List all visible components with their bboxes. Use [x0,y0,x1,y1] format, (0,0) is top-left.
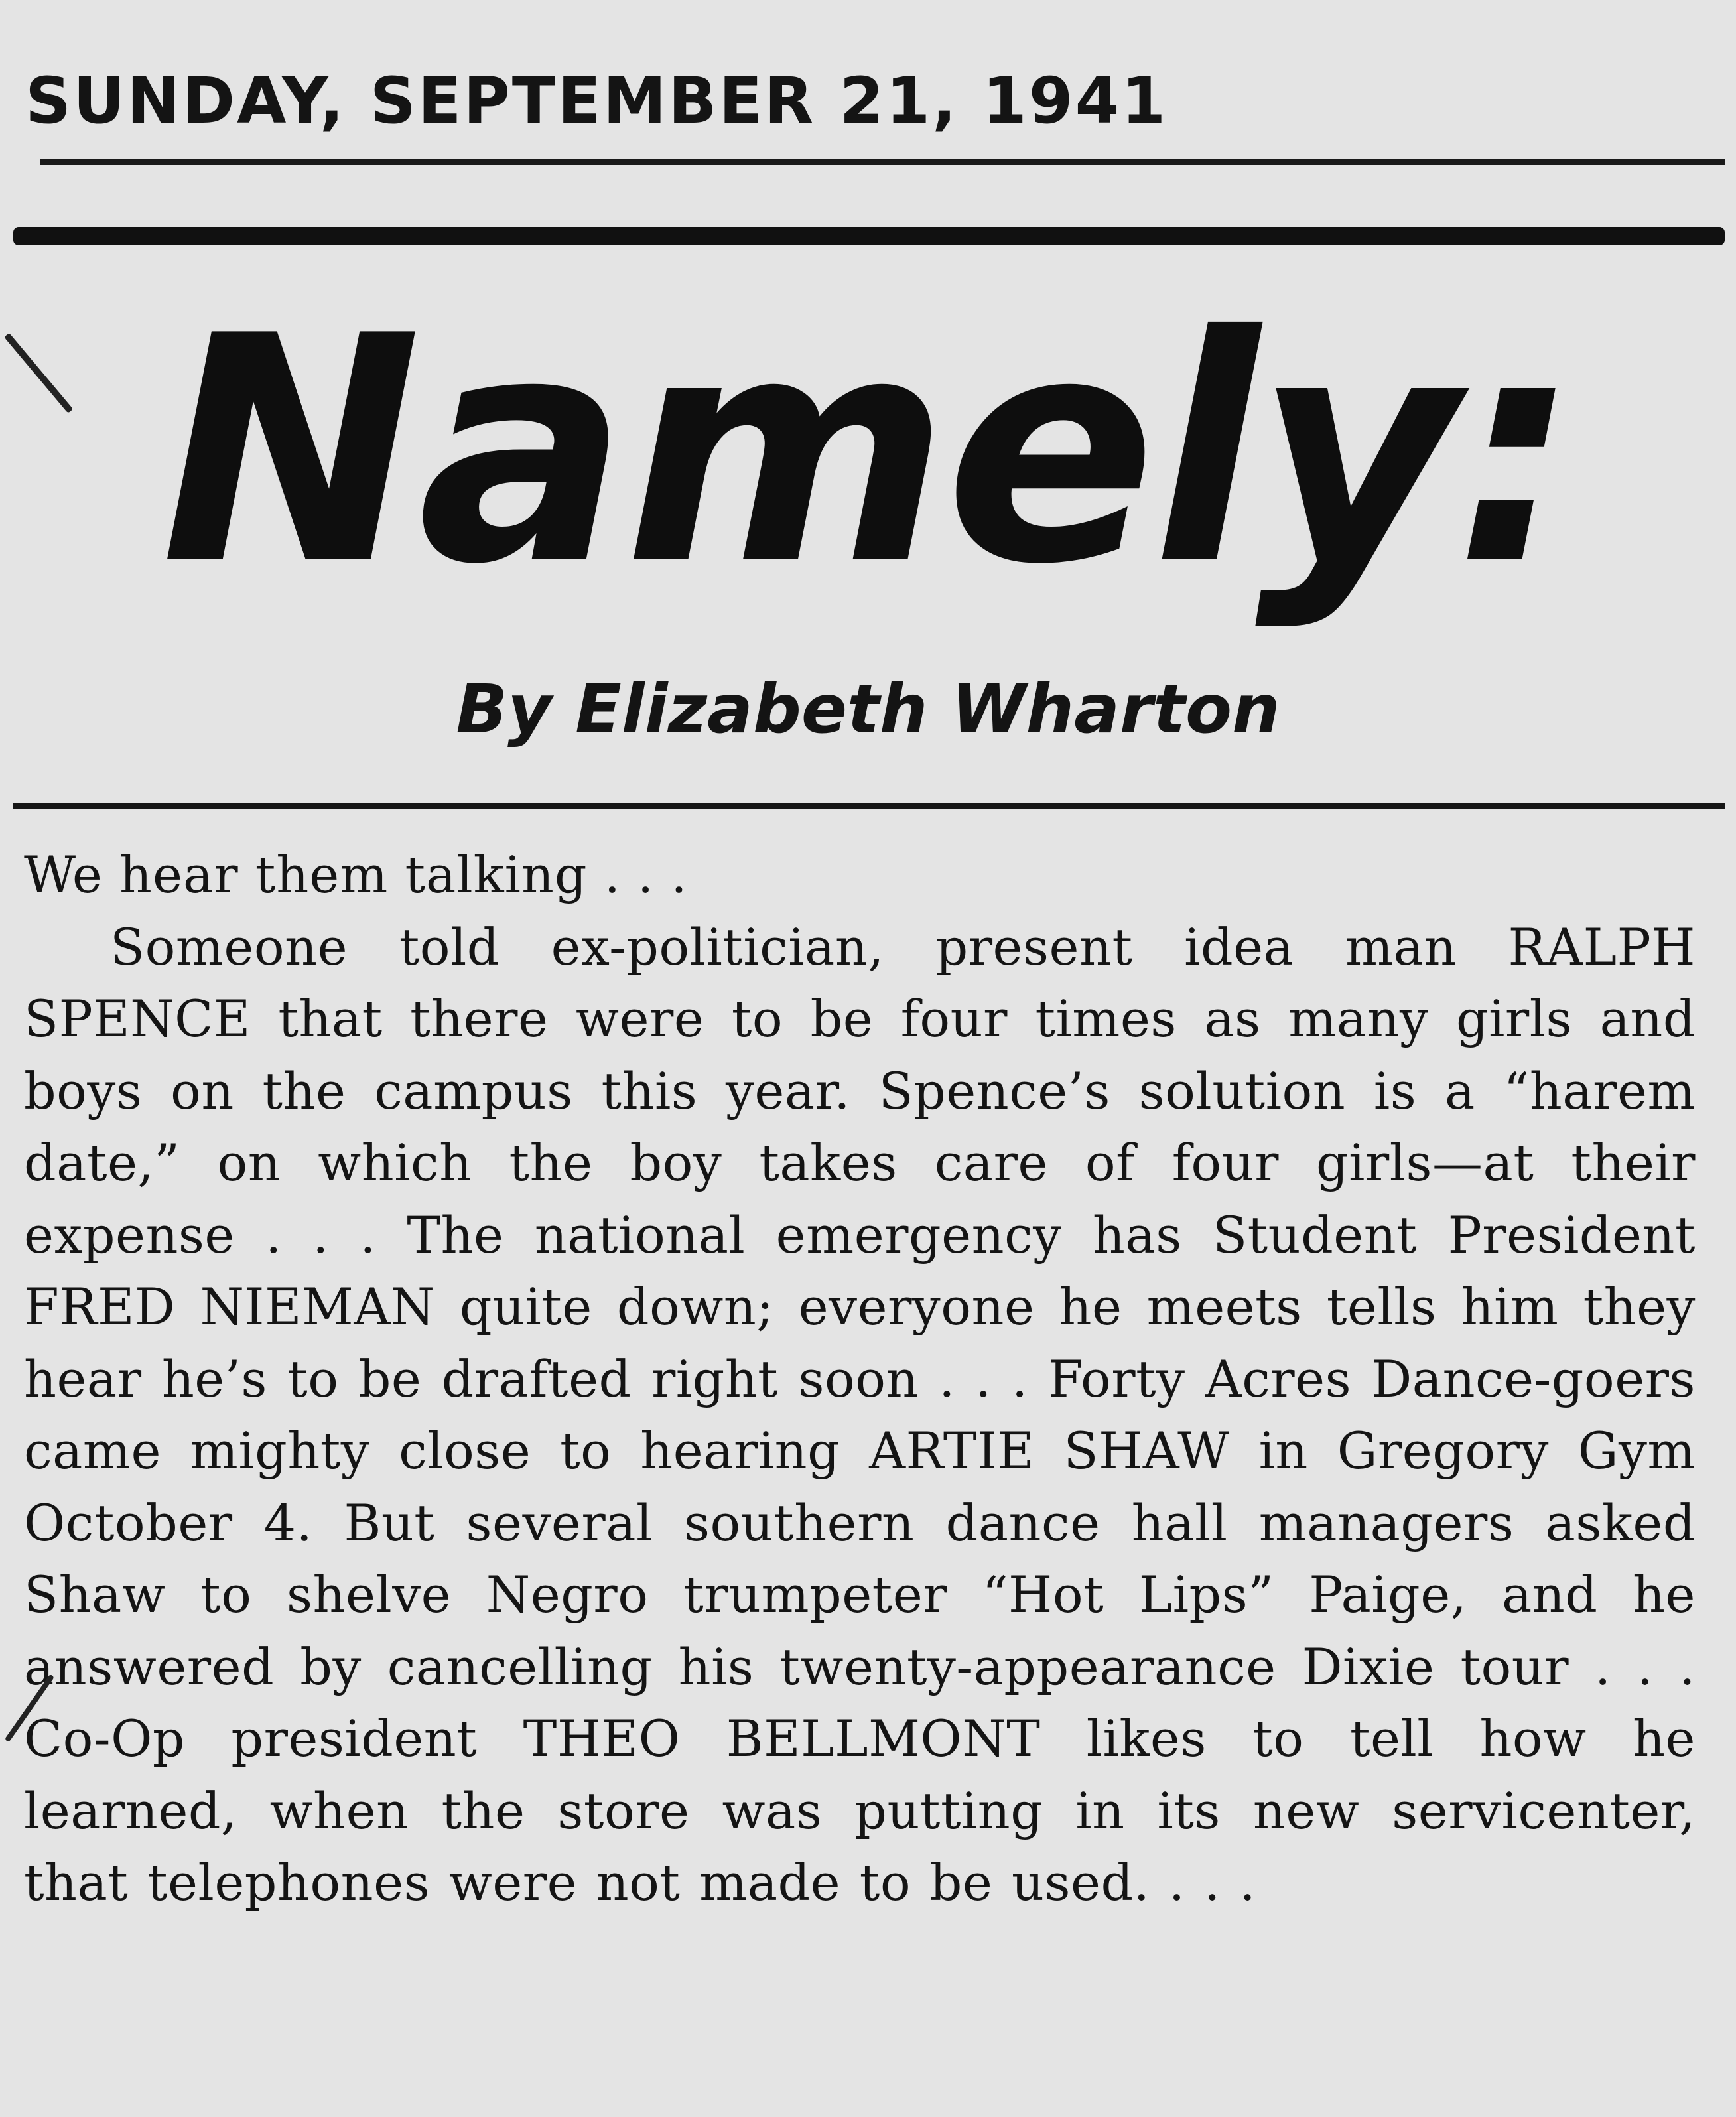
dateline: SUNDAY, SEPTEMBER 21, 1941 [25,64,1168,138]
byline: By Elizabeth Wharton [456,670,1280,749]
lead-line: We hear them talking . . . [24,845,688,904]
header-rule [40,159,1725,165]
article-paragraph: Someone told ex-politician, present idea man RALPH SPENCE that there were to be four times as many girls and boys on the campus this year. Spence’s solution is a “harem date,” on which the boy takes care of four girls—at their expense . . . The national emergency has Student President FRED NIEMAN quite down; everyone he meets tells him they hear he’s to be drafted right soon . . . Forty Acres Dance-goers came mighty close to hearing ARTIE SHAW in Gregory Gym October 4. But several southern dance hall managers asked Shaw to shelve Negro trumpeter “Hot Lips” Paige, and he answered by cancelling his twenty-appearance Dixie tour . . . Co-Op president THEO BELLMONT likes to tell how he learned, when the store was putting in its new servicenter, that telephones were not made to be used. . . . [24,917,1696,1912]
column-title: Namely: [161,269,1575,632]
byline-rule [13,803,1725,809]
article-body [24,839,1696,1919]
title-top-rule [13,227,1725,245]
